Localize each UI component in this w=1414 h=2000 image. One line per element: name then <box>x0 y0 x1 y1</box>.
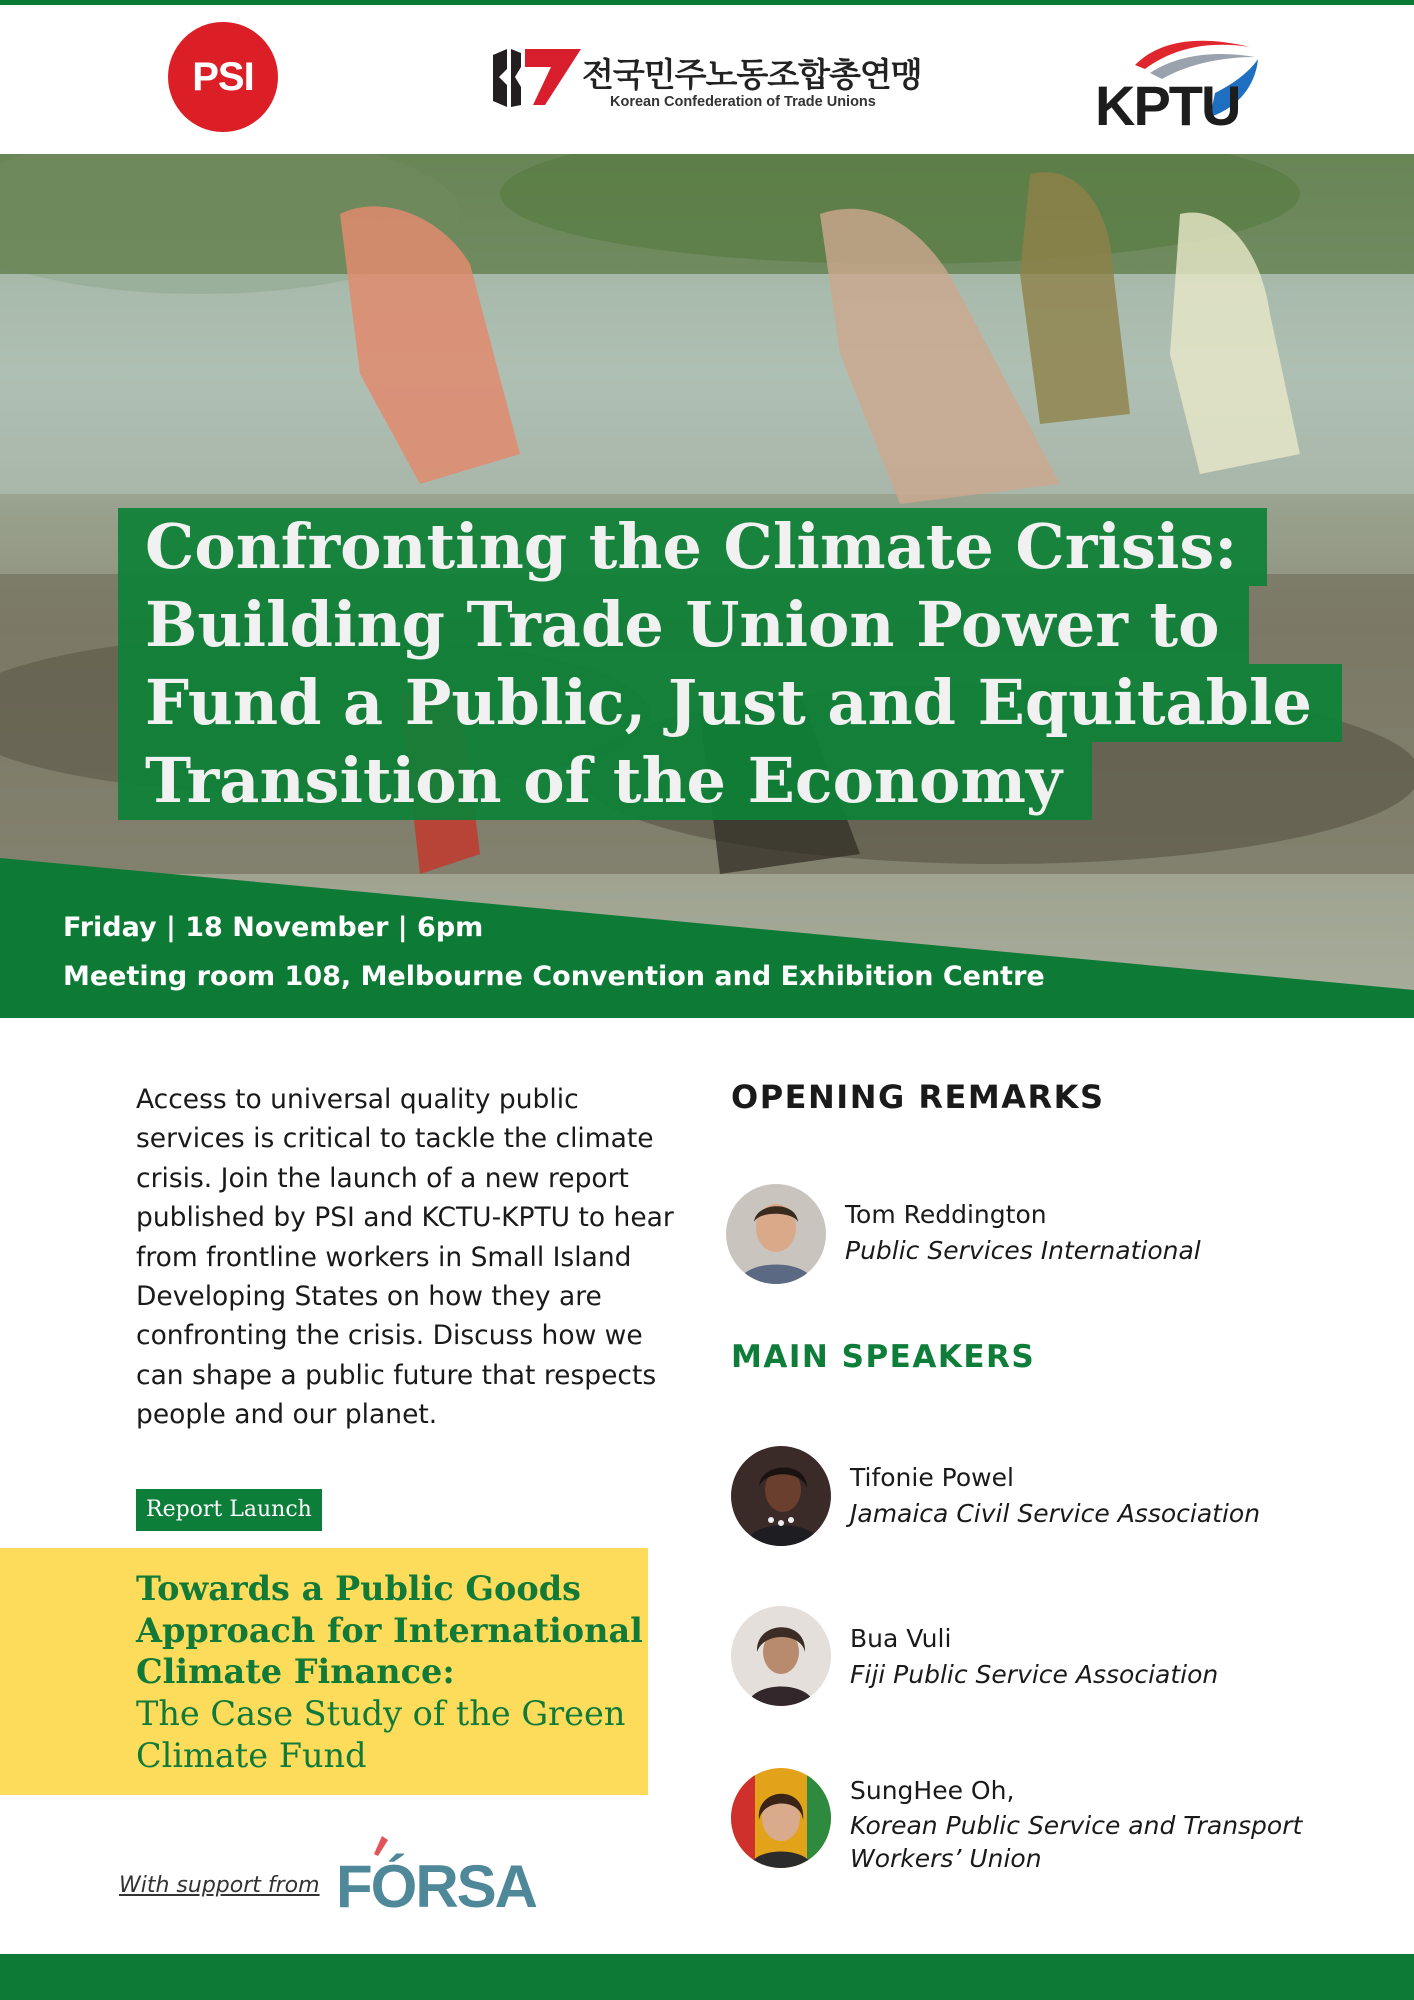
report-title: Towards a Public Goods Approach for International Climate Finance: <box>136 1569 643 1691</box>
kctu-english-name: Korean Confederation of Trade Unions <box>610 94 876 110</box>
event-title <box>118 508 1342 820</box>
support-label: With support from <box>119 1873 320 1898</box>
psi-logo: PSI <box>168 22 278 132</box>
speaker-photo-sunghee-oh <box>731 1768 831 1868</box>
avatar <box>731 1446 831 1546</box>
speaker-name: SungHee Oh, <box>850 1776 1015 1805</box>
speaker-photo-tifonie-powel <box>731 1446 831 1546</box>
speaker-name: Tom Reddington <box>845 1200 1047 1229</box>
forsa-wordmark: FÓRSA <box>336 1853 536 1920</box>
title-line: Building Trade Union Power to <box>118 586 1249 664</box>
event-venue: Meeting room 108, Melbourne Convention and Exhibition Centre <box>63 961 1045 992</box>
forsa-logo <box>336 1830 536 1920</box>
title-line: Transition of the Economy <box>118 742 1092 820</box>
speaker-organization: Fiji Public Service Association <box>850 1660 1219 1689</box>
speaker-photo-tom-reddington <box>726 1184 826 1284</box>
speaker-name: Tifonie Powel <box>850 1463 1014 1492</box>
kctu-korean-name: 전국민주노동조합총연맹 <box>582 55 922 94</box>
title-line: Confronting the Climate Crisis: <box>118 508 1267 586</box>
bottom-rule <box>0 1954 1414 2000</box>
avatar <box>731 1768 831 1868</box>
logo-header <box>0 5 1414 154</box>
speaker-organization: Public Services International <box>845 1236 1201 1265</box>
speaker-name: Bua Vuli <box>850 1624 952 1653</box>
kptu-logo <box>1090 35 1260 137</box>
kctu-logo <box>487 47 922 117</box>
opening-remarks-heading: OPENING REMARKS <box>731 1078 1105 1116</box>
kctu-mark-icon <box>487 47 582 109</box>
avatar <box>731 1606 831 1706</box>
kptu-wordmark: KPTU <box>1095 74 1240 137</box>
report-subtitle: The Case Study of the Green Climate Fund <box>136 1694 626 1775</box>
speaker-organization: Workers’ Union <box>850 1844 1042 1873</box>
intro-paragraph: Access to universal quality public services is critical to tackle the climate crisis. Join the launch of a new report published by PSI and KCTU-KPTU to hear from frontline workers in Small Island Developing States on how they are confronting the crisis. Discuss how we can shape a public future that respects people and our planet. <box>136 1084 674 1431</box>
title-line: Fund a Public, Just and Equitable <box>118 664 1342 742</box>
speaker-organization: Jamaica Civil Service Association <box>850 1499 1261 1528</box>
avatar <box>726 1184 826 1284</box>
report-launch-tag: Report Launch <box>136 1489 322 1531</box>
event-date: Friday | 18 November | 6pm <box>63 912 484 943</box>
speaker-photo-bua-vuli <box>731 1606 831 1706</box>
main-speakers-heading: MAIN SPEAKERS <box>731 1339 1036 1375</box>
speaker-organization: Korean Public Service and Transport <box>850 1811 1303 1840</box>
